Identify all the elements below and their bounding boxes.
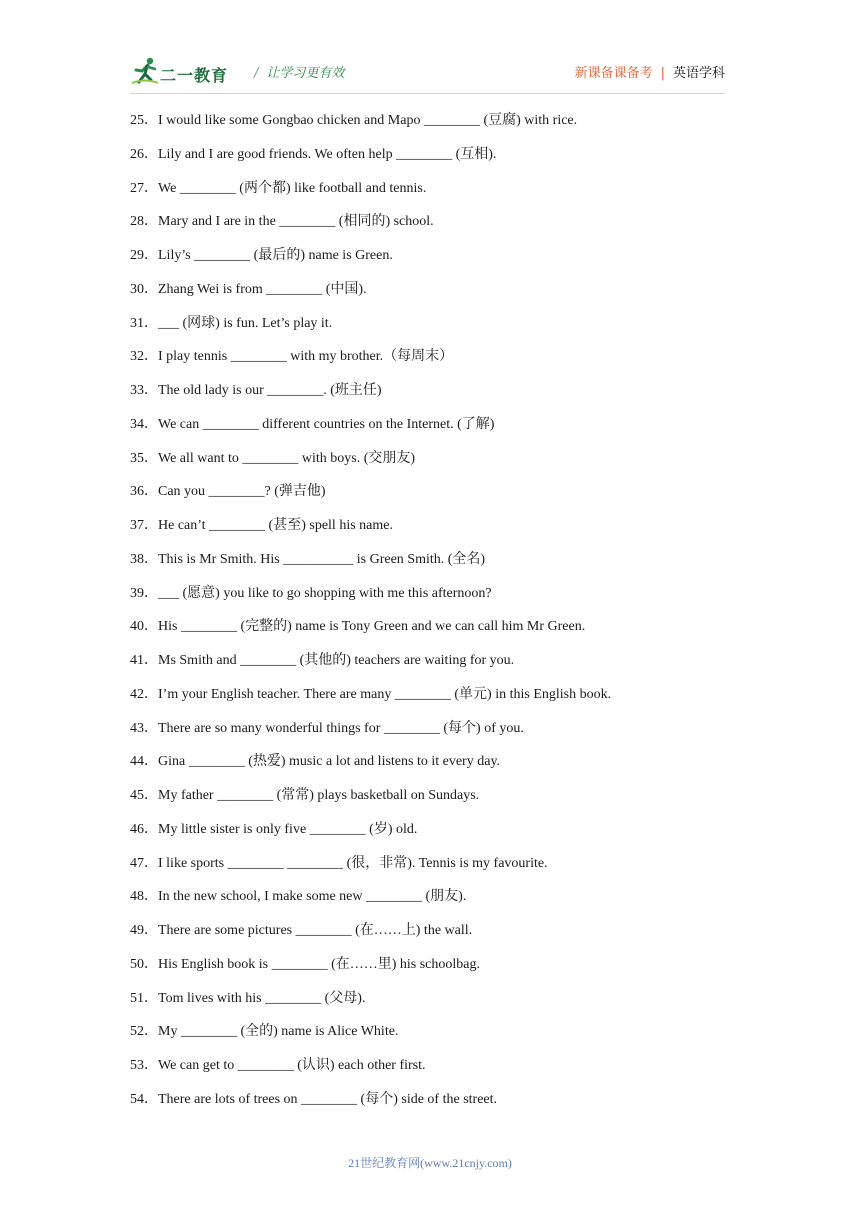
question-item: 38．This is Mr Smith. His __________ is Green Smith. (全名)	[130, 551, 486, 567]
logo-text: 二一教育	[160, 66, 229, 85]
question-item: 31．___ (网球) is fun. Let’s play it.	[130, 315, 333, 331]
question-item: 54．There are lots of trees on ________ (每个) side of the street.	[130, 1091, 498, 1107]
header-separator: |	[660, 66, 665, 81]
logo	[130, 56, 242, 88]
question-item: 44．Gina ________ (热爱) music a lot and listens to it every day.	[130, 754, 501, 770]
page-footer: 21世纪教育网(www.21cnjy.com)	[348, 1156, 512, 1170]
question-item: 29．Lily’s ________ (最后的) name is Green.	[130, 248, 393, 263]
question-item: 50．His English book is ________ (在……里) his schoolbag.	[130, 956, 480, 972]
question-list	[130, 110, 730, 1123]
page-header	[130, 52, 725, 92]
question-item: 25．I would like some Gongbao chicken and Mapo ________ (豆腐) with rice.	[130, 113, 578, 128]
question-item: 52．My ________ (全的) name is Alice White.	[130, 1024, 399, 1040]
header-divider	[130, 93, 725, 94]
question-item: 33．The old lady is our ________. (班主任)	[130, 383, 382, 398]
question-item: 47．I like sports ________ ________ (很，非常). Tennis is my favourite.	[130, 855, 548, 871]
question-item: 49．There are some pictures ________ (在……上) the wall.	[130, 923, 473, 938]
question-item: 32．I play tennis ________ with my brother.（每周末）	[130, 349, 454, 365]
question-item: 37．He can’t ________ (甚至) spell his name.	[130, 518, 393, 533]
question-item: 27．We ________ (两个都) like football and tennis.	[130, 180, 427, 196]
running-figure-icon	[130, 56, 160, 86]
subject-label: 英语学科	[672, 66, 725, 81]
question-item: 34．We can ________ different countries on the Internet. (了解)	[130, 416, 495, 432]
question-item: 45．My father ________ (常常) plays basketball on Sundays.	[130, 788, 480, 803]
question-item: 42．I’m your English teacher. There are many ________ (单元) in this English book.	[130, 686, 612, 702]
question-item: 41．Ms Smith and ________ (其他的) teachers are waiting for you.	[130, 653, 515, 668]
course-label: 新课备课备考	[574, 66, 653, 81]
question-item: 26．Lily and I are good friends. We often help ________ (互相).	[130, 146, 497, 162]
header-right	[575, 62, 725, 81]
question-item: 39．___ (愿意) you like to go shopping with me this afternoon?	[130, 585, 492, 601]
question-item: 36．Can you ________? (弹吉他)	[130, 484, 326, 500]
question-item: 48．In the new school, I make some new ________ (朋友).	[130, 889, 467, 905]
question-item: 46．My little sister is only five ________ (岁) old.	[130, 821, 418, 837]
slogan-slash: /	[254, 66, 259, 81]
slogan	[254, 62, 344, 81]
question-item: 43．There are so many wonderful things for ________ (每个) of you.	[130, 720, 524, 736]
question-item: 30．Zhang Wei is from ________ (中国).	[130, 281, 367, 297]
question-item: 40．His ________ (完整的) name is Tony Green and we can call him Mr Green.	[130, 619, 586, 635]
question-item: 35．We all want to ________ with boys. (交朋友)	[130, 450, 416, 466]
question-item: 28．Mary and I are in the ________ (相同的) school.	[130, 214, 434, 230]
question-item: 53．We can get to ________ (认识) each other first.	[130, 1058, 426, 1073]
question-item: 51．Tom lives with his ________ (父母).	[130, 990, 366, 1006]
slogan-text: 让学习更有效	[266, 66, 345, 81]
